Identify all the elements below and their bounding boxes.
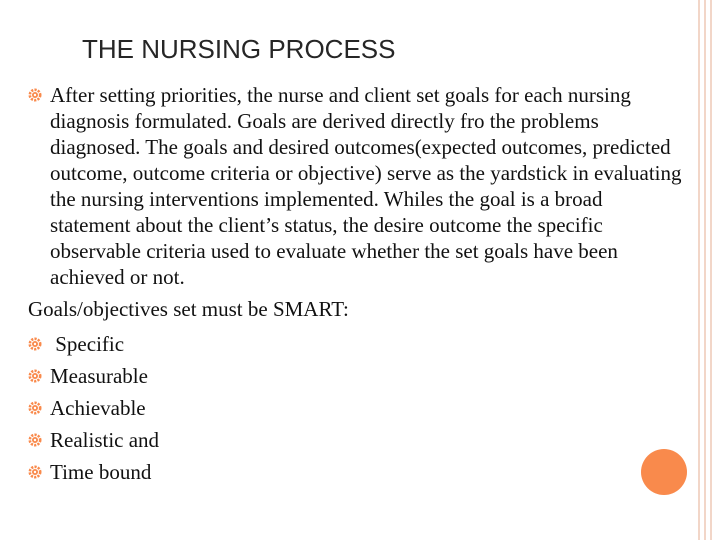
smart-heading: Goals/objectives set must be SMART: (28, 297, 349, 321)
slide-content (28, 82, 688, 488)
list-item-label: Realistic and (50, 428, 160, 452)
gear-icon (28, 88, 42, 102)
smart-list (28, 328, 688, 488)
list-item (28, 392, 688, 424)
decorative-border (696, 0, 720, 540)
border-line (704, 0, 706, 540)
list-item-label: Measurable (50, 364, 148, 388)
gear-icon (28, 465, 42, 479)
gear-icon (28, 337, 42, 351)
decorative-circle (641, 449, 687, 495)
border-line (710, 0, 712, 540)
list-item (28, 360, 688, 392)
list-item-label: Time bound (50, 460, 152, 484)
list-item (28, 328, 688, 360)
intro-paragraph (28, 82, 688, 290)
list-item-label: Achievable (50, 396, 146, 420)
list-item (28, 424, 688, 456)
list-item (28, 456, 688, 488)
gear-icon (28, 369, 42, 383)
gear-icon (28, 433, 42, 447)
slide-title: THE NURSING PROCESS (82, 34, 396, 64)
list-item-label: Specific (50, 332, 125, 356)
border-line (698, 0, 700, 540)
intro-text: After setting priorities, the nurse and client set goals for each nursing diagnosis formulated. Goals are derived directly fro the problems diagnosed. The goals and desired outcomes(expected outcomes, predicted outcome, outcome criteria or objective) serve as the yardstick in evaluating the nursing interventions implemented. Whiles the goal is a broad statement about the client’s status, the desire outcome the specific observable criteria used to evaluate whether the set goals have been achieved or not. (50, 83, 682, 289)
gear-icon (28, 401, 42, 415)
